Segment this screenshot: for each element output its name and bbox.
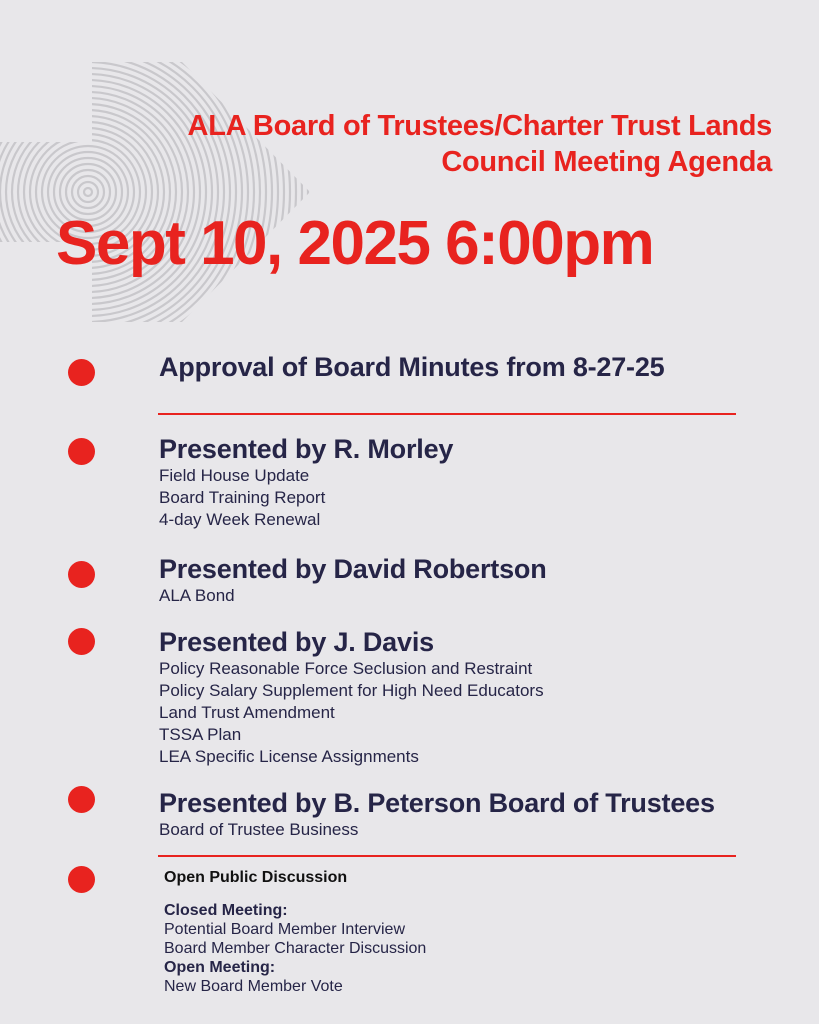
open-meeting-item: New Board Member Vote — [164, 978, 343, 995]
agenda-item-heading: Presented by B. Peterson Board of Trustees — [159, 788, 715, 818]
agenda-subitem: Board of Trustee Business — [159, 820, 359, 839]
concentric-arrow-graphic — [0, 62, 310, 322]
meeting-date: Sept 10, 2025 6:00pm — [56, 209, 654, 278]
divider — [158, 855, 736, 857]
agenda-subitem: Policy Salary Supplement for High Need Educators — [159, 681, 544, 700]
decorative-ring — [0, 62, 272, 322]
agenda-subitem: 4-day Week Renewal — [159, 510, 321, 529]
agenda-subitem: ALA Bond — [159, 586, 235, 605]
red-dot-bullet-icon — [68, 359, 95, 386]
agenda-item-3 — [159, 553, 547, 607]
red-dot-bullet-icon — [68, 561, 95, 588]
agenda-subitem: Policy Reasonable Force Seclusion and Restraint — [159, 659, 533, 678]
title-line-2: Council Meeting Agenda — [441, 146, 772, 178]
red-dot-bullet-icon — [68, 866, 95, 893]
agenda-title — [188, 108, 772, 180]
agenda-item-heading: Approval of Board Minutes from 8-27-25 — [159, 352, 665, 382]
agenda-subitem: LEA Specific License Assignments — [159, 747, 419, 766]
red-dot-bullet-icon — [68, 628, 95, 655]
open-meeting-label: Open Meeting: — [164, 959, 276, 976]
agenda-item-2 — [159, 433, 453, 531]
agenda-item-heading: Presented by R. Morley — [159, 434, 454, 464]
agenda-item-4 — [159, 626, 544, 768]
agenda-subitem: Land Trust Amendment — [159, 703, 335, 722]
decorative-ring — [0, 62, 296, 322]
agenda-item-1 — [159, 351, 664, 383]
red-dot-bullet-icon — [68, 438, 95, 465]
agenda-item-5 — [159, 787, 715, 841]
decorative-ring — [78, 182, 98, 202]
closed-meeting-label: Closed Meeting: — [164, 902, 288, 919]
agenda-item-heading: Presented by David Robertson — [159, 554, 547, 584]
title-line-1: ALA Board of Trustees/Charter Trust Lands — [187, 110, 772, 142]
decorative-ring — [72, 176, 104, 208]
agenda-item-final — [164, 868, 426, 996]
agenda-subitem: Field House Update — [159, 466, 310, 485]
divider — [158, 413, 736, 415]
decorative-ring — [0, 62, 248, 322]
agenda-subitem: TSSA Plan — [159, 725, 242, 744]
red-dot-bullet-icon — [68, 786, 95, 813]
open-public-discussion: Open Public Discussion — [164, 869, 348, 886]
decorative-ring — [84, 188, 92, 196]
agenda-subitem: Board Training Report — [159, 488, 326, 507]
agenda-item-heading: Presented by J. Davis — [159, 627, 434, 657]
closed-meeting-item: Board Member Character Discussion — [164, 940, 427, 957]
closed-meeting-item: Potential Board Member Interview — [164, 921, 405, 938]
